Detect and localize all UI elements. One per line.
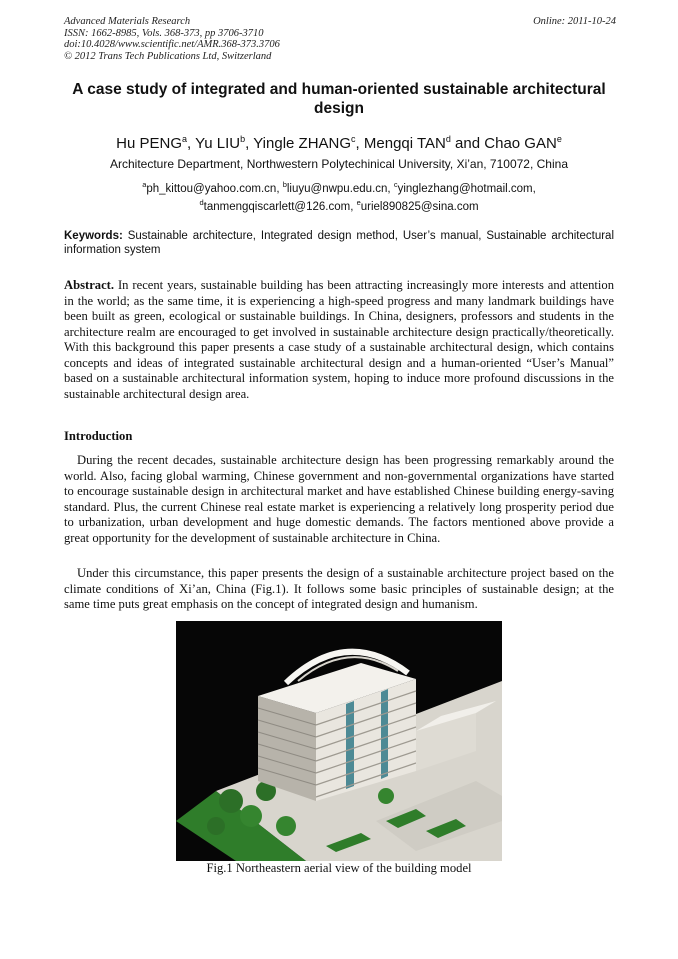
copyright-line: © 2012 Trans Tech Publications Ltd, Switzerland [64, 50, 272, 62]
email-link[interactable]: $^b$liuyu@nwpu.edu.cn [282, 180, 388, 195]
affiliation: Architecture Department, Northwestern Polytechinical University, Xi’an, 710072, China [110, 157, 568, 171]
email-link[interactable]: $^c$yinglezhang@hotmail.com [393, 180, 533, 195]
figure-building-model [176, 621, 502, 861]
doi-line[interactable]: doi:10.4028/www.scientific.net/AMR.368-373.3706 [64, 39, 280, 50]
author: Yingle ZHANG$^c$, [253, 134, 364, 152]
tree [207, 817, 225, 835]
author-emails: $^a$ph_kittou@yahoo.com.cn, $^b$liuyu@nwpu.edu.cn, $^c$yinglezhang@hotmail.com, $^d$tanmengqiscarlett@126.com, $^e$uriel890825@sina.com [142, 180, 536, 213]
keywords-text: Sustainable architecture, Integrated design method, User’s manual, Sustainable architectural information system [64, 230, 614, 256]
keywords [64, 229, 614, 257]
author: Mengqi TAN$^d$ and [363, 134, 485, 152]
abstract-label: Abstract. [64, 278, 115, 292]
email-link[interactable]: $^a$ph_kittou@yahoo.com.cn [142, 180, 277, 195]
paper-title: A case study of integrated and human-oriented sustainable architectural design [72, 81, 606, 117]
intro-paragraph-1: During the recent decades, sustainable architecture design has been progressing remarkably around the world. Also, facing global warming, Chinese government and non-governmental organizations have started to encourage sustainable design in architectural market and have established Chinese building energy-saving standard. Plus, the current Chinese real estate market is experiencing a relatively long prosperity period due to urbanization, urban development and huge domestic demands. The factors mentioned above provide a great opportunity for the development of sustainable architecture in China. [64, 453, 614, 545]
tree [378, 788, 394, 804]
figure-caption: Fig.1 Northeastern aerial view of the building model [206, 861, 472, 875]
section-heading-introduction: Introduction [64, 429, 133, 443]
email-link[interactable]: $^e$uriel890825@sina.com [356, 197, 479, 213]
journal-name: Advanced Materials Research [64, 16, 191, 27]
author: Hu PENG$^a$, [116, 134, 196, 152]
abstract-text: In recent years, sustainable building has been attracting increasingly more interests and attention in the world; as the same time, it is experiencing a high-speed progress and many landmark buildings have been built as green, ecological or sustainable buildings. In China, designers, professors and students in the architecture realm are encouraged to get involved in sustainable architecture design practically/theoretically. With this background this paper presents a case study of a sustainable architectural design, which contains concepts and ideas of integrated sustainable architectural design and a human-oriented “User’s Manual” based on a sustainable architectural information system, hoping to induce more profound discussions in the sustainable architectural design area. [64, 278, 614, 401]
building-model-illustration [176, 621, 502, 861]
tree [276, 816, 296, 836]
online-date: Online: 2011-10-24 [533, 16, 616, 27]
intro-paragraph-2: Under this circumstance, this paper presents the design of a sustainable architecture project based on the climate conditions of Xi’an, China (Fig.1). It follows some basic principles of sustainable design; at the same time puts great emphasis on the concept of integrated design and humanism. [64, 566, 614, 611]
tree [240, 805, 262, 827]
keywords-label: Keywords: [64, 230, 123, 242]
tree [219, 789, 243, 813]
journal-header [64, 16, 616, 62]
author: Yu LIU$^b$, [195, 134, 254, 152]
email-link[interactable]: $^d$tanmengqiscarlett@126.com [199, 197, 351, 213]
issn-line: ISSN: 1662-8985, Vols. 368-373, pp 3706-3710 [64, 27, 264, 39]
abstract [64, 278, 614, 402]
author: Chao GAN$^e$ [484, 134, 562, 152]
author-list [58, 130, 620, 153]
